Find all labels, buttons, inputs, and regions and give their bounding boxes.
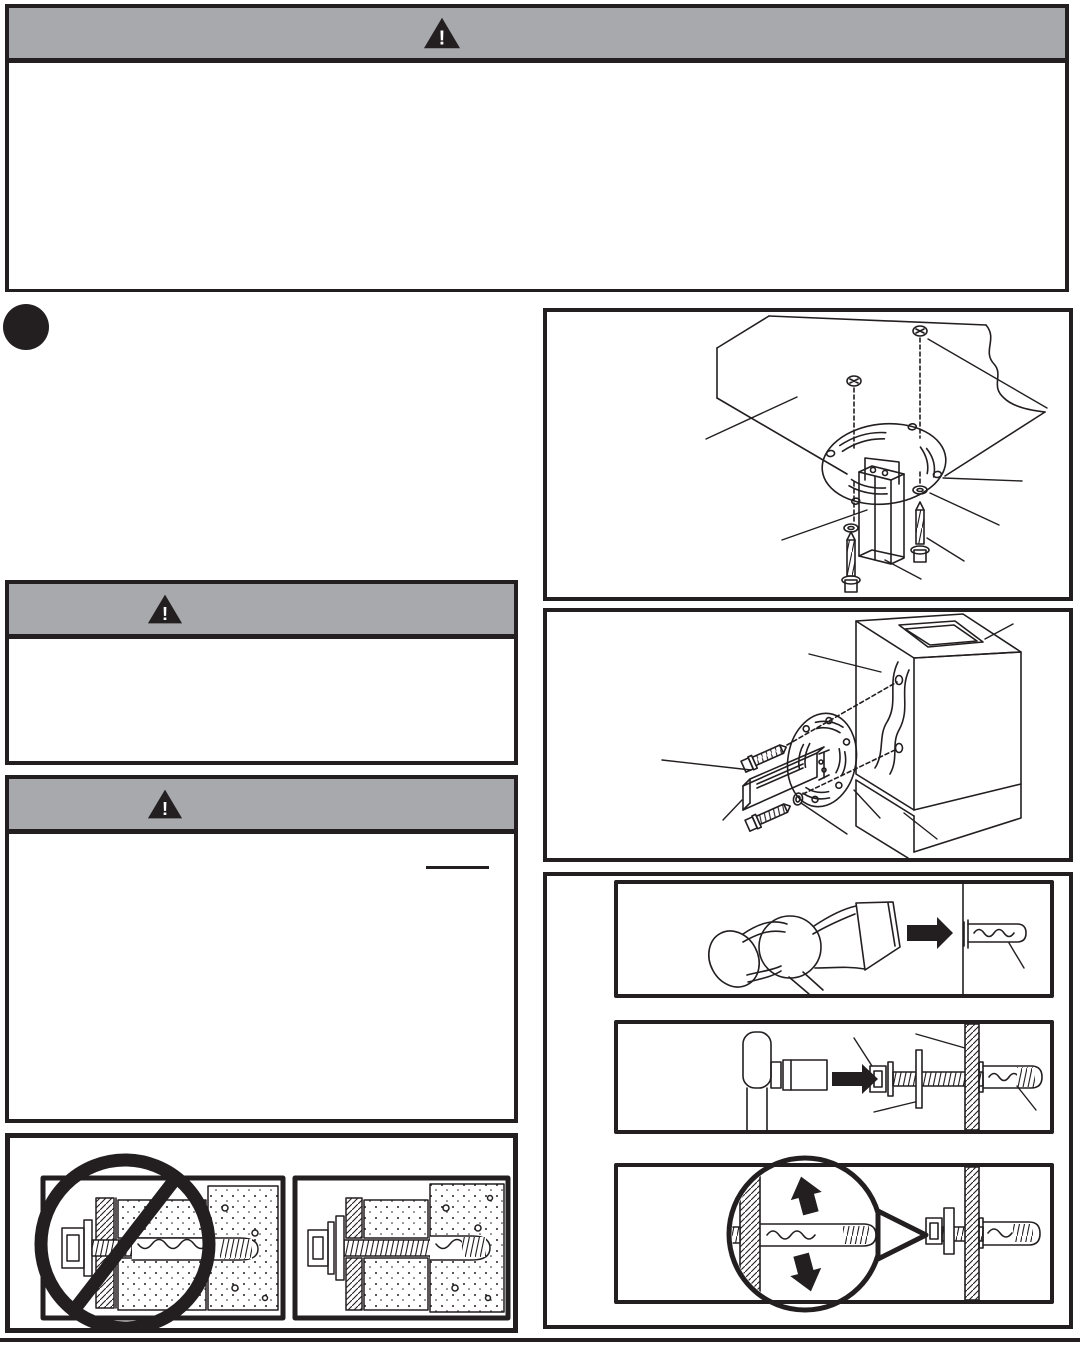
warning-box-1-header (9, 584, 514, 639)
callout-leader-line (1009, 943, 1024, 968)
wall-section (965, 1167, 979, 1300)
underline-mark (426, 866, 489, 869)
warning-icon (423, 16, 461, 50)
warning-box-1 (5, 580, 518, 765)
warning-icon (147, 788, 183, 820)
warning-box-1-body (9, 639, 514, 761)
hammer-drawing (699, 902, 900, 996)
warning-banner-top-header (9, 8, 1065, 63)
warning-icon (147, 593, 183, 625)
lag-screw-left (842, 532, 860, 592)
hammer-handle (789, 972, 823, 994)
warning-icon-glyph: ! (438, 27, 446, 50)
ceiling-plate (818, 418, 950, 511)
arm-bracket (819, 750, 829, 780)
cinder-block-drawing (856, 614, 1021, 858)
step-number-marker (3, 304, 49, 350)
pointer-triangle (878, 1211, 926, 1259)
washer-plate (944, 1208, 954, 1254)
figure-anchor-steps (543, 872, 1073, 1329)
warning-icon-glyph: ! (161, 798, 169, 820)
warning-banner-top-body (9, 63, 1065, 289)
alignment-dashed-lines (854, 338, 920, 524)
panel-hammer-anchor (616, 882, 1052, 996)
socket-wrench-drawing (743, 1032, 827, 1130)
arrow-right-icon (907, 917, 953, 949)
panel-check-bolt (616, 1165, 1052, 1302)
arrow-down-icon (786, 1251, 827, 1296)
final-bolt-in-anchor (926, 1167, 1040, 1300)
ceiling-screw-hole-left (847, 376, 861, 386)
concrete-anchor (979, 1062, 1042, 1092)
ceiling-screw-hole-right (913, 326, 927, 336)
wall-section (965, 1024, 979, 1130)
warning-banner-top (5, 4, 1069, 292)
magnified-view (694, 1160, 876, 1310)
warning-box-2 (5, 775, 518, 1123)
page-bottom-rule (0, 1338, 1080, 1342)
torn-edge (986, 325, 1045, 412)
anchor-hole-bottom (896, 744, 903, 753)
mount-column (859, 466, 904, 564)
washer-left (844, 524, 858, 532)
washer-plate (916, 1050, 922, 1108)
concrete-anchor (964, 920, 1026, 968)
ceiling-joist-drawing (717, 316, 1045, 476)
lag-screw-right (911, 502, 929, 562)
figure-wall-mount (543, 608, 1073, 862)
correct-install-drawing (308, 1184, 504, 1312)
warning-box-2-header (9, 779, 514, 834)
figure-anchor-wrong-right (5, 1133, 518, 1333)
warning-box-2-body (9, 834, 514, 1119)
figure-ceiling-mount (543, 308, 1073, 601)
warning-icon-glyph: ! (161, 603, 169, 625)
arrow-right-icon (832, 1064, 878, 1094)
arrow-up-icon (786, 1173, 827, 1218)
washer-right (913, 486, 927, 494)
alignment-dashed-lines (787, 682, 897, 794)
lag-bolt-bottom (745, 800, 794, 832)
